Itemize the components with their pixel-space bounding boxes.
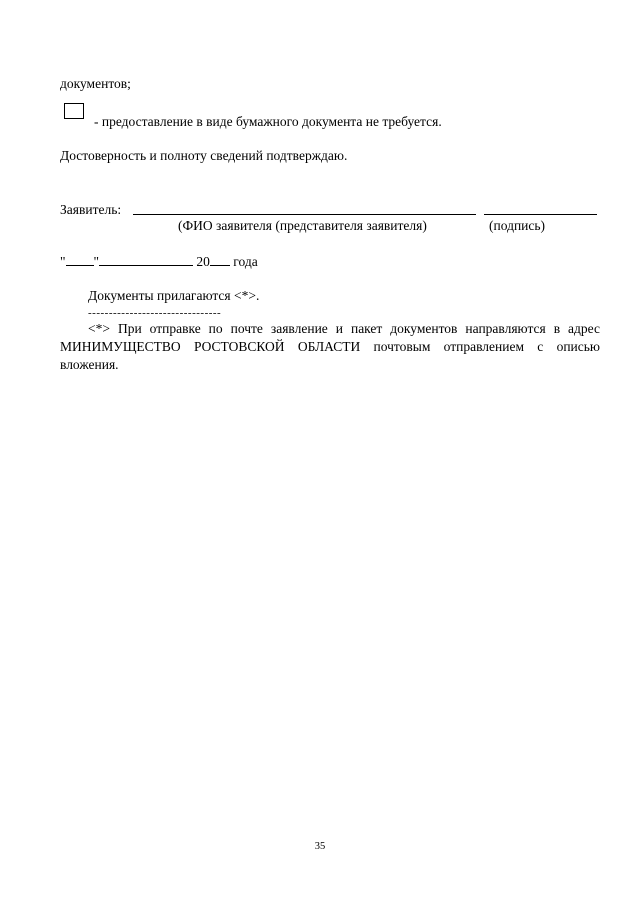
confirmation-text: Достоверность и полноту сведений подтверждаю.	[60, 148, 348, 163]
paper-not-required-checkbox[interactable]	[64, 103, 84, 119]
year-field[interactable]	[210, 253, 230, 266]
date-close-quote: "	[93, 254, 100, 269]
date-line	[60, 253, 258, 270]
signature-line[interactable]	[484, 214, 597, 215]
checkbox-label: - предоставление в виде бумажного документа не требуется.	[94, 114, 442, 129]
attachments-text: Документы прилагаются <*>.	[88, 288, 260, 303]
fio-line[interactable]	[133, 214, 476, 215]
signature-caption: (подпись)	[489, 218, 546, 233]
day-field[interactable]	[66, 253, 94, 266]
year-prefix: 20	[196, 254, 210, 269]
month-field[interactable]	[99, 253, 193, 266]
date-open-quote: "	[60, 254, 66, 269]
footnote-separator: --------------------------------	[88, 307, 222, 319]
page-number: 35	[314, 841, 326, 852]
year-word: года	[233, 254, 258, 269]
applicant-label: Заявитель:	[60, 202, 122, 217]
fio-caption: (ФИО заявителя (представителя заявителя)	[178, 218, 427, 233]
footnote-paragraph: <*> При отправке по почте заявление и пакет документов направляются в адрес МИНИМУЩЕСТВО РОСТОВСКОЙ ОБЛАСТИ почтовым отправлением с описью вложения.	[60, 321, 600, 372]
documents-line: документов;	[60, 76, 131, 91]
